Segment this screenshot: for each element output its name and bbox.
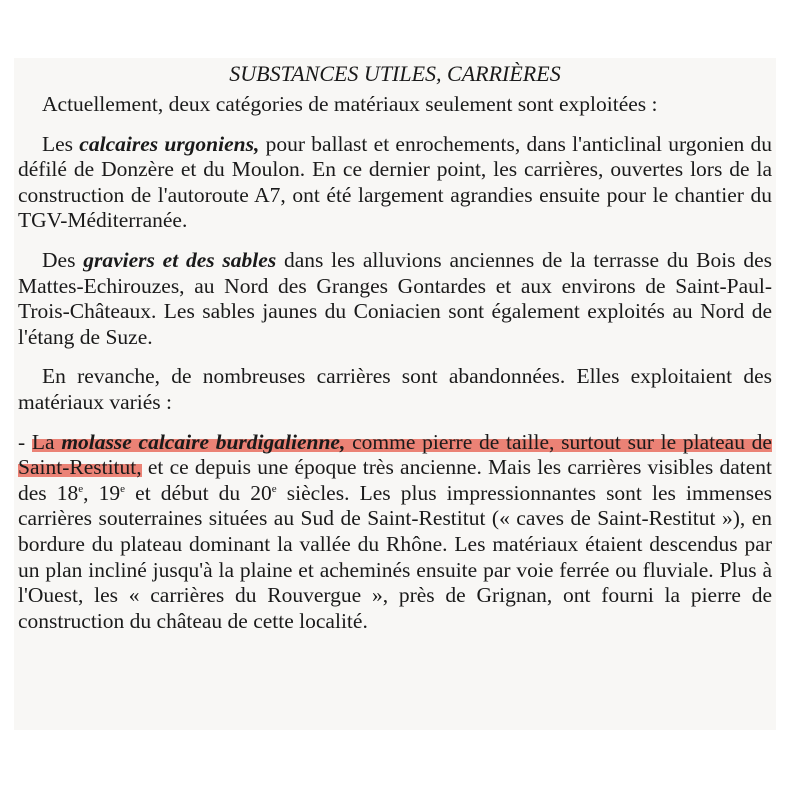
text-segment: , 19: [83, 480, 121, 505]
text-segment: Les: [42, 131, 80, 156]
text-segment: La: [31, 429, 62, 454]
paragraph-abandoned-quarries: En revanche, de nombreuses carrières sont abandonnées. Elles exploitaient des matériaux variés :: [18, 364, 772, 414]
text-segment: dans les alluvions anciennes de la terrasse du Bois des Mattes-Echirouzes, au Nord des Granges Gontardes et aux environs de Saint-Paul-Trois-Châteaux. Les sables jaunes du Coniacien sont également exploités au Nord de l'étang de Suze.: [18, 247, 772, 349]
paragraph-molasse: [18, 430, 772, 635]
intro-paragraph: Actuellement, deux catégories de matériaux seulement sont exploitées :: [42, 92, 658, 116]
paragraph-urgonian-limestone: [18, 132, 772, 234]
text-segment: Des: [42, 247, 84, 272]
list-dash: -: [18, 429, 32, 454]
term-molasse-calcaire: molasse calcaire burdigalienne,: [61, 429, 346, 454]
text-segment: et début du 20: [125, 480, 272, 505]
text-segment: comme pierre de taille, surtout sur le plateau de Saint-Restitut,: [18, 429, 772, 480]
superscript: e: [78, 482, 84, 495]
text-segment: et ce depuis une époque très ancienne. Mais les carrières visibles datent des 18: [18, 455, 772, 505]
document-body: [18, 60, 772, 634]
superscript: e: [271, 482, 277, 495]
term-calcaires-urgoniens: calcaires urgoniens,: [79, 131, 260, 156]
section-heading: SUBSTANCES UTILES, CARRIÈRES: [229, 61, 561, 86]
superscript: e: [120, 482, 126, 495]
text-segment: pour ballast et enrochements, dans l'anticlinal urgonien du défilé de Donzère et du Moulon. En ce dernier point, les carrières, ouvertes lors de la construction de l'autoroute A7, ont été largement agrandies ensuite pour le chantier du TGV-Méditerranée.: [18, 131, 772, 233]
paragraph-gravels-sands: [18, 248, 772, 350]
term-graviers-sables: graviers et des sables: [83, 247, 277, 272]
text-segment: siècles. Les plus impressionnantes sont les immenses carrières souterraines situées au Sud de Saint-Restitut (« caves de Saint-Restitut »), en bordure du plateau dominant la vallée du Rhône. Les matériaux étaient descendus par un plan incliné jusqu'à la plaine et acheminés ensuite par voie ferrée ou fluviale. Plus à l'Ouest, les « carrières du Rouvergue », près de Grignan, ont fourni la pierre de construction du château de cette localité.: [18, 480, 772, 633]
